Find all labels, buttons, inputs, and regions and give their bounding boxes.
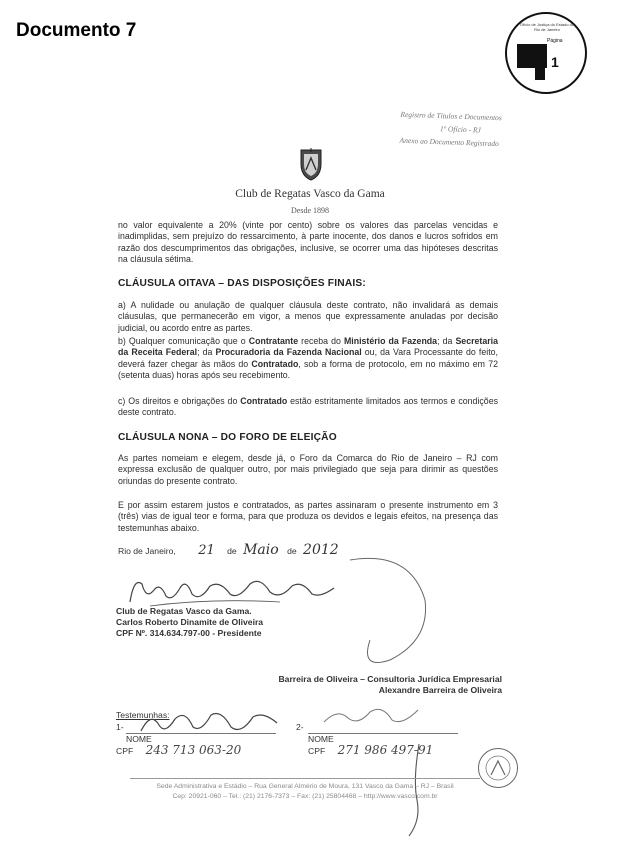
witnesses-label: Testemunhas: <box>116 710 170 720</box>
date-de: de <box>287 546 297 556</box>
letterhead-footer <box>130 778 480 802</box>
footer-contacts: Cep: 20921-060 – Tel.: (21) 2176-7373 – Fax: (21) 25804468 – http://www.vasco.com.br <box>172 793 438 800</box>
seal-page-word: Página <box>547 38 563 44</box>
date-month-handwritten: Maio <box>243 542 279 558</box>
date-day-handwritten: 21 <box>198 543 215 558</box>
clause8-c-text: c) Os direitos e obrigações do <box>118 396 241 406</box>
signatory2-name: Alexandre Barreira de Oliveira <box>378 685 502 695</box>
clause8-b-contratado: Contratado <box>251 358 299 369</box>
registry-stamp-line: Registro de Títulos e Documentos <box>400 109 502 123</box>
witness1-number: 1- <box>116 722 124 732</box>
witness1-cpf-label: CPF <box>116 746 134 756</box>
date-year-handwritten: 2012 <box>303 542 339 558</box>
closing-paragraph: E por assim estarem justos e contratados, as partes assinaram o presente instrumento em 3 (três) vias de igual teor e forma, para que produza os devidos e legais efeitos, na presença das testemunhas abaixo. <box>118 500 498 533</box>
clause8-item-c <box>118 396 498 419</box>
registry-stamp <box>399 108 530 152</box>
clause8-b-text: ; da <box>197 347 216 358</box>
seal-block-mark-lower <box>535 58 545 80</box>
clause8-b-text: , sob a forma de protocolo, em no máximo em 72 (setenta duas) horas após seu recebimento. <box>118 358 498 381</box>
witness2-cpf-handwritten: 271 986 497-91 <box>337 743 434 757</box>
clause8-item-b <box>118 336 498 382</box>
document-label: Documento 7 <box>16 20 137 41</box>
witness1-cpf-row <box>116 745 276 757</box>
witness2-cpf-row <box>308 745 458 757</box>
clause8-b-text: ou, da Vara Processante do feito, deverá fazer chegar às mãos do <box>118 347 498 369</box>
signatory1-cpf: CPF Nº. 314.634.797-00 - Presidente <box>116 628 262 638</box>
clause8-c-contratado: Contratado <box>240 396 288 406</box>
clause9-heading: CLÁUSULA NONA – DO FORO DE ELEIÇÃO <box>118 432 337 443</box>
seal-arc-text: Ofício de Justiça do Estado do Rio de Janeiro <box>519 22 575 32</box>
witness2-number: 2- <box>296 722 304 732</box>
seal-page-number: 1 <box>551 54 559 70</box>
club-emblem-icon <box>298 146 324 182</box>
signatory1-name: Carlos Roberto Dinamite de Oliveira <box>116 617 264 627</box>
clause8-item-a: a) A nulidade ou anulação de qualquer cláusula deste contrato, não invalidará as demais cláusulas, que permanecerão em vigor, a menos que expressamente anuladas por decisão judicial, ou acordo entre as partes. <box>118 300 498 333</box>
club-stamp-emblem-icon <box>479 749 517 787</box>
signatory1-club: Club de Regatas Vasco da Gama. <box>116 606 252 616</box>
paragraph-intro: no valor equivalente a 20% (vinte por cento) sobre os valores das parcelas vencidas e inadimplidas, sem prejuízo do ressarcimento, à parte inocente, dos danos e lucros sofridos em razão dos descumprimentos das obrigações, inclusive, se ocorrer uma das hipóteses descritas na cláusula sétima. <box>118 220 498 265</box>
witness1-cpf-handwritten: 243 713 063-20 <box>145 743 242 757</box>
registry-stamp-line: Anexo ao Documento Registrado <box>399 135 500 149</box>
club-stamp-icon <box>478 748 518 788</box>
clause8-b-contratante: Contratante <box>248 336 299 346</box>
notary-page-seal <box>505 12 587 94</box>
witness2-cpf-label: CPF <box>308 746 326 756</box>
clause8-b-procuradoria: Procuradoria da Fazenda Nacional <box>215 347 362 358</box>
clause8-b-ministerio: Ministério da Fazenda <box>343 336 438 346</box>
signature-flourish <box>330 540 440 680</box>
clause8-b-text: receba do <box>298 336 344 346</box>
clause8-b-secretaria: Secretaria da Receita Federal <box>118 336 498 358</box>
clause8-c-text: estão estritamente limitados aos termos e condições deste contrato. <box>118 396 498 418</box>
date-de: de <box>227 546 237 556</box>
club-name-letterhead: Club de Regatas Vasco da Gama <box>235 188 385 200</box>
witness2-nome: NOME <box>308 733 458 745</box>
club-since: Desde 1898 <box>291 206 329 215</box>
witness1-block <box>116 722 276 757</box>
signatory2-firm: Barreira de Oliveira – Consultoria Jurídica Empresarial <box>278 674 502 684</box>
registry-stamp-line: 1º Ofício - RJ <box>439 124 482 135</box>
clause8-heading: CLÁUSULA OITAVA – DAS DISPOSIÇÕES FINAIS: <box>118 278 366 289</box>
signatory1-block <box>116 606 263 639</box>
signatory2-block <box>234 674 502 696</box>
witness1-nome: NOME <box>126 733 276 745</box>
footer-address: Sede Administrativa e Estádio – Rua General Almério de Moura, 131 Vasco da Gama – RJ – Brasil <box>156 783 454 790</box>
date-prefix: Rio de Janeiro, <box>118 546 176 556</box>
clause8-b-text: b) Qualquer comunicação que o <box>118 336 249 346</box>
clause9-text: As partes nomeiam e elegem, desde já, o Foro da Comarca do Rio de Janeiro – RJ com expressa exclusão de qualquer outro, por mais privilegiado que seja para dirimir as questões oriundas do presente contrato. <box>118 453 498 486</box>
clause8-b-text: ; da <box>437 336 456 346</box>
